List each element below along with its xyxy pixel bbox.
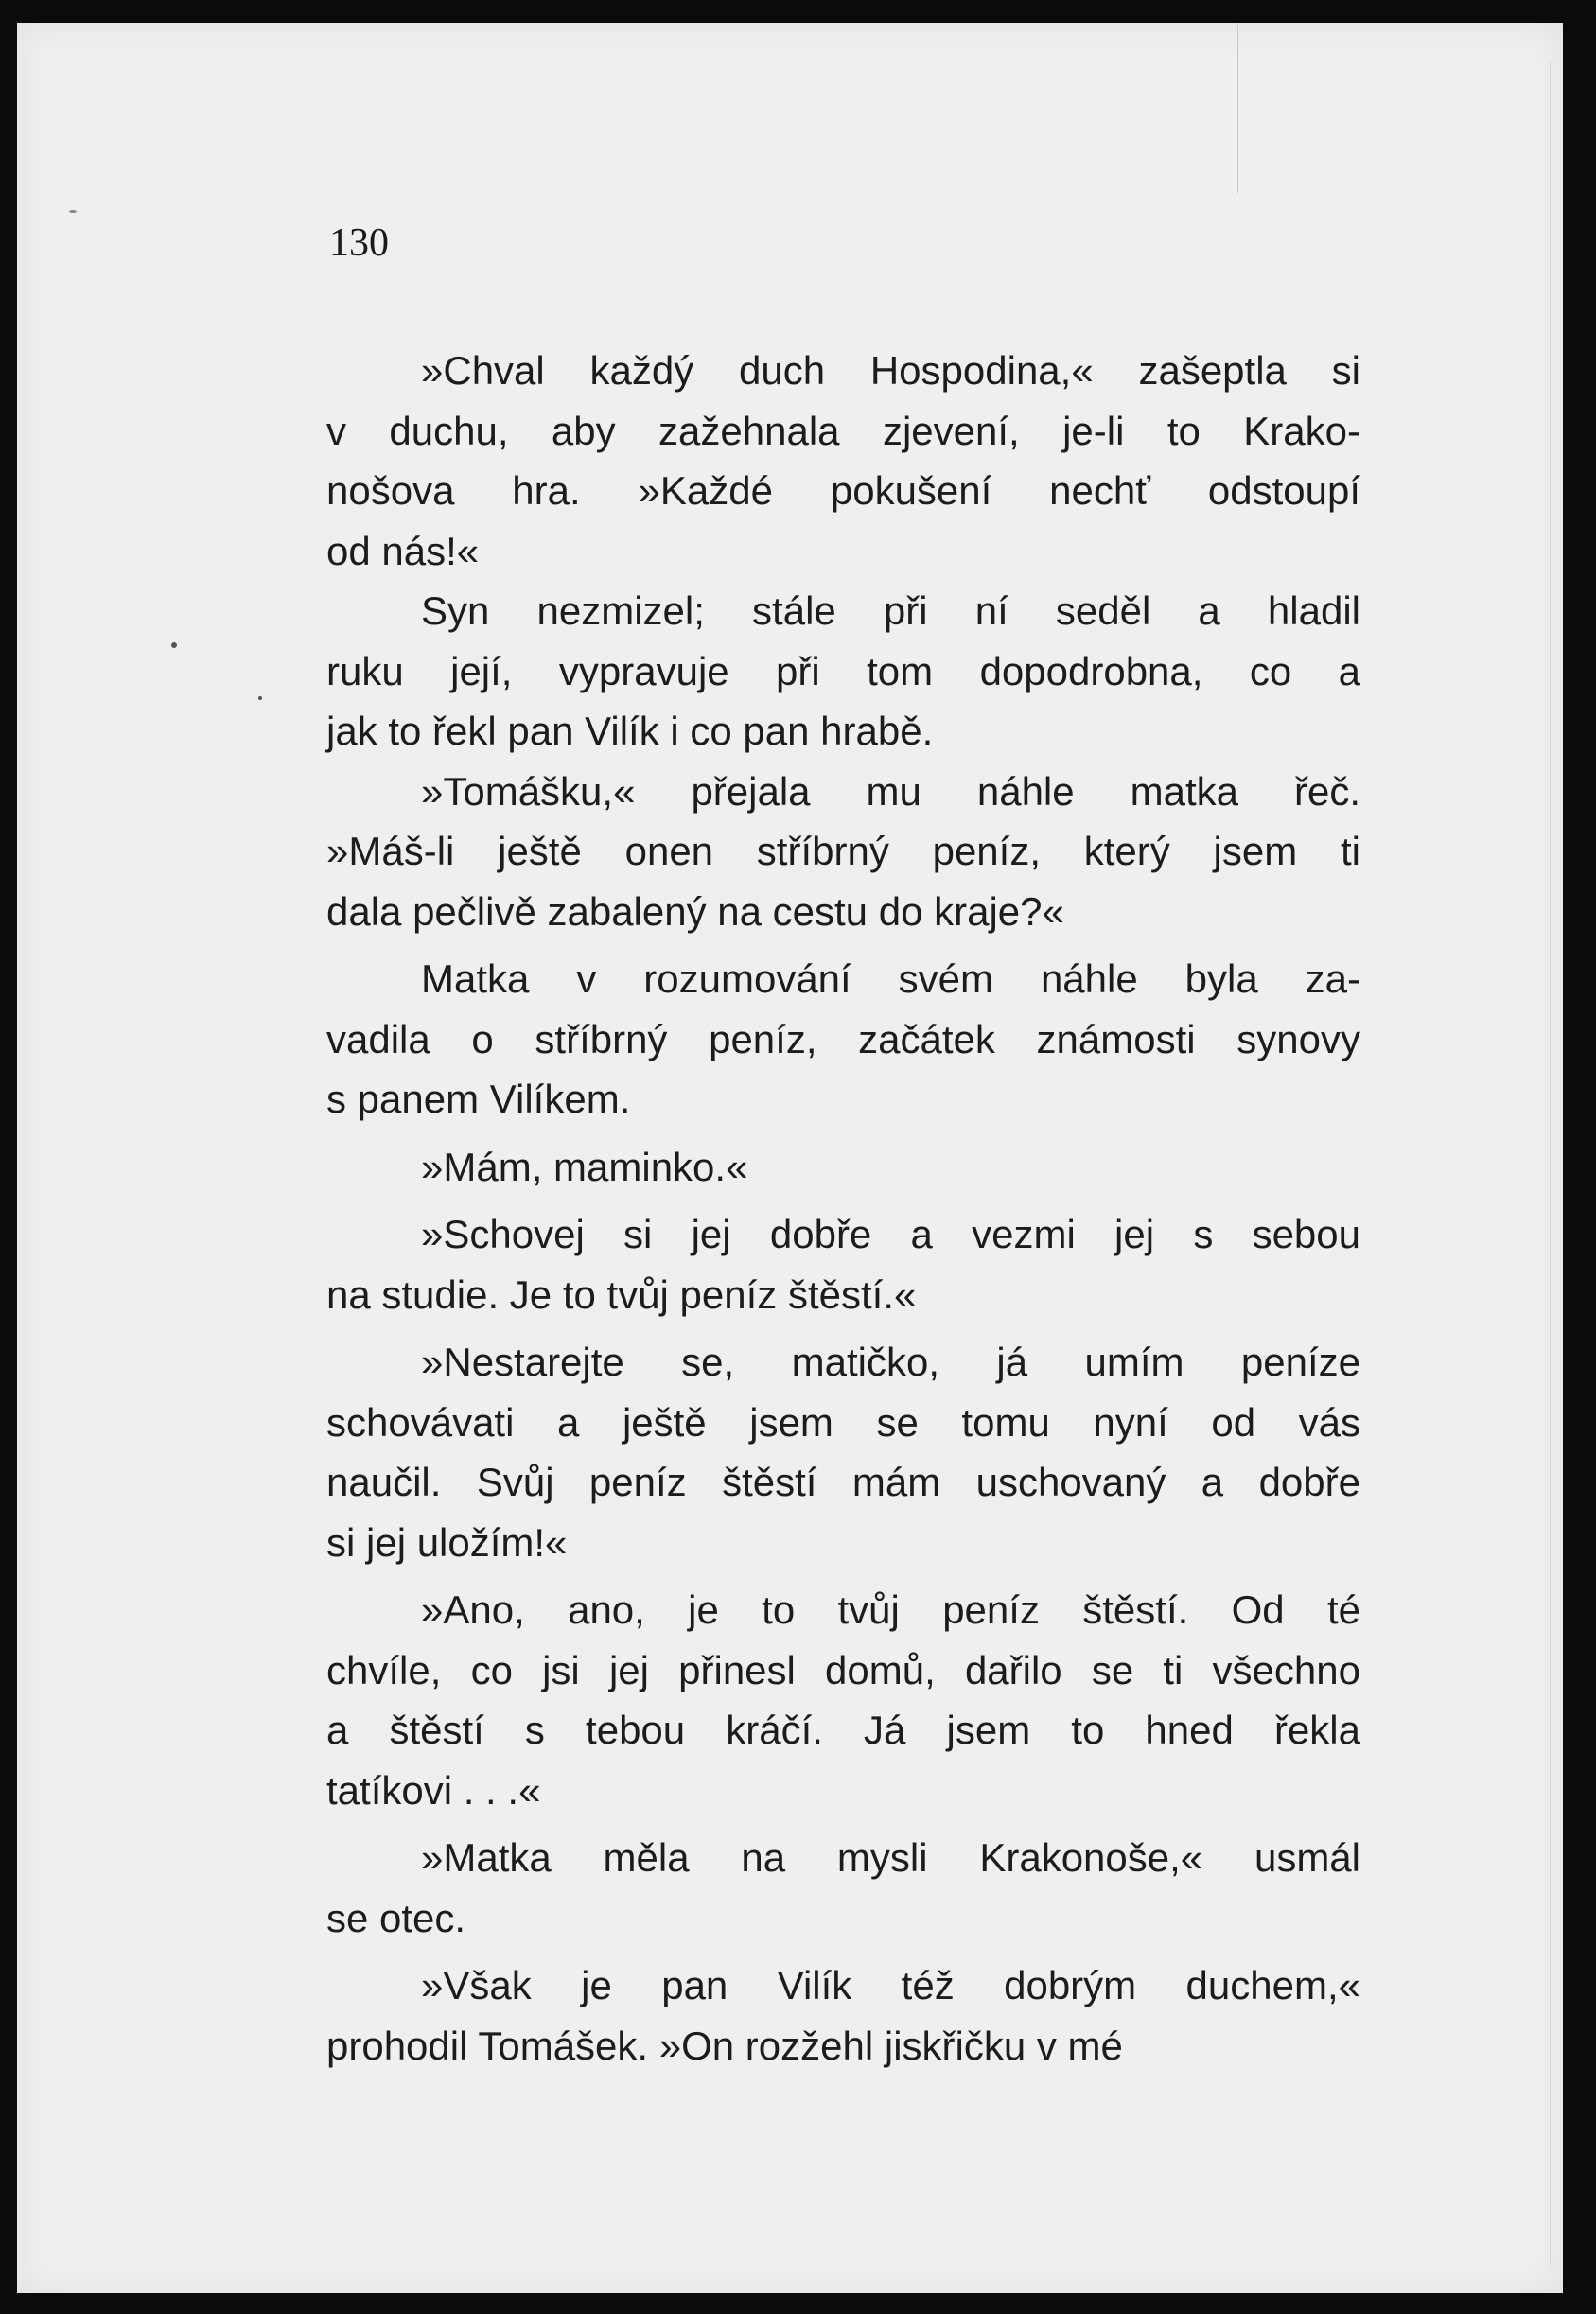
text-line: chvíle, co jsi jej přinesl domů, dařilo se ti všechno <box>326 1647 1360 1692</box>
text-line: »Mám, maminko.« <box>421 1144 748 1189</box>
text-line: s panem Vilíkem. <box>326 1077 631 1121</box>
paragraph <box>326 762 1360 942</box>
text-line: »Nestarejte se, matičko, já umím peníze <box>421 1340 1360 1384</box>
paragraph-gap <box>326 1197 1360 1204</box>
paragraph-gap <box>326 1324 1360 1332</box>
page-speck <box>69 210 77 213</box>
paragraph <box>326 1955 1360 2076</box>
page-number: 130 <box>329 221 389 265</box>
paragraph <box>326 581 1360 762</box>
text-line: Matka v rozumování svém náhle byla za- <box>421 956 1360 1001</box>
paragraph <box>326 341 1360 581</box>
paragraph <box>326 1137 1360 1198</box>
text-line: jak to řekl pan Vilík i co pan hrabě. <box>326 709 934 753</box>
text-line: schovávati a ještě jsem se tomu nyní od vás <box>326 1399 1360 1445</box>
text-line: »Však je pan Vilík též dobrým duchem,« <box>421 1963 1360 2007</box>
text-line: »Máš-li ještě onen stříbrný peníz, který jsem ti <box>326 829 1360 873</box>
text-line: »Matka měla na mysli Krakonoše,« usmál <box>421 1835 1360 1880</box>
paragraph <box>326 949 1360 1130</box>
text-line: si jej uložím!« <box>326 1519 568 1565</box>
text-line: naučil. Svůj peníz štěstí mám uschovaný a dobře <box>326 1460 1360 1504</box>
paragraph-gap <box>326 1820 1360 1828</box>
paragraph-gap <box>326 1130 1360 1137</box>
text-line: dala pečlivě zabalený na cestu do kraje?« <box>326 888 1064 934</box>
body-text <box>326 341 1360 2076</box>
text-line: prohodil Tomášek. »On rozžehl jiskřičku v mé <box>326 2023 1123 2068</box>
text-line: na studie. Je to tvůj peníz štěstí.« <box>326 1271 917 1317</box>
text-line: ruku její, vypravuje při tom dopodrobna, co a <box>326 648 1360 693</box>
paragraph-gap <box>326 1948 1360 1955</box>
page-edge-mark <box>1237 23 1238 193</box>
page-speck <box>171 642 177 648</box>
paragraph <box>326 1580 1360 1820</box>
text-line: nošova hra. »Každé pokušení nechť odstoupí <box>326 468 1360 513</box>
text-line: a štěstí s tebou kráčí. Já jsem to hned řekla <box>326 1708 1360 1752</box>
text-line: se otec. <box>326 1895 466 1940</box>
text-line: »Ano, ano, je to tvůj peníz štěstí. Od té <box>421 1587 1360 1632</box>
text-line: v duchu, aby zažehnala zjevení, je-li to Krako- <box>326 408 1360 453</box>
text-line: »Schovej si jej dobře a vezmi jej s sebou <box>421 1212 1360 1256</box>
page-edge-mark <box>1550 61 1551 2265</box>
paragraph-gap <box>326 941 1360 949</box>
text-line: Syn nezmizel; stále při ní seděl a hladil <box>421 588 1360 633</box>
text-line: vadila o stříbrný peníz, začátek známosti synovy <box>326 1016 1360 1061</box>
page-speck <box>258 696 262 700</box>
paragraph <box>326 1332 1360 1572</box>
text-line: »Chval každý duch Hospodina,« zašeptla si <box>421 348 1360 393</box>
text-line: tatíkovi . . .« <box>326 1767 541 1813</box>
text-line: od nás!« <box>326 528 480 573</box>
paragraph <box>326 1204 1360 1324</box>
text-line: »Tomášku,« přejala mu náhle matka řeč. <box>421 768 1360 814</box>
paragraph-gap <box>326 1572 1360 1580</box>
paragraph <box>326 1828 1360 1948</box>
